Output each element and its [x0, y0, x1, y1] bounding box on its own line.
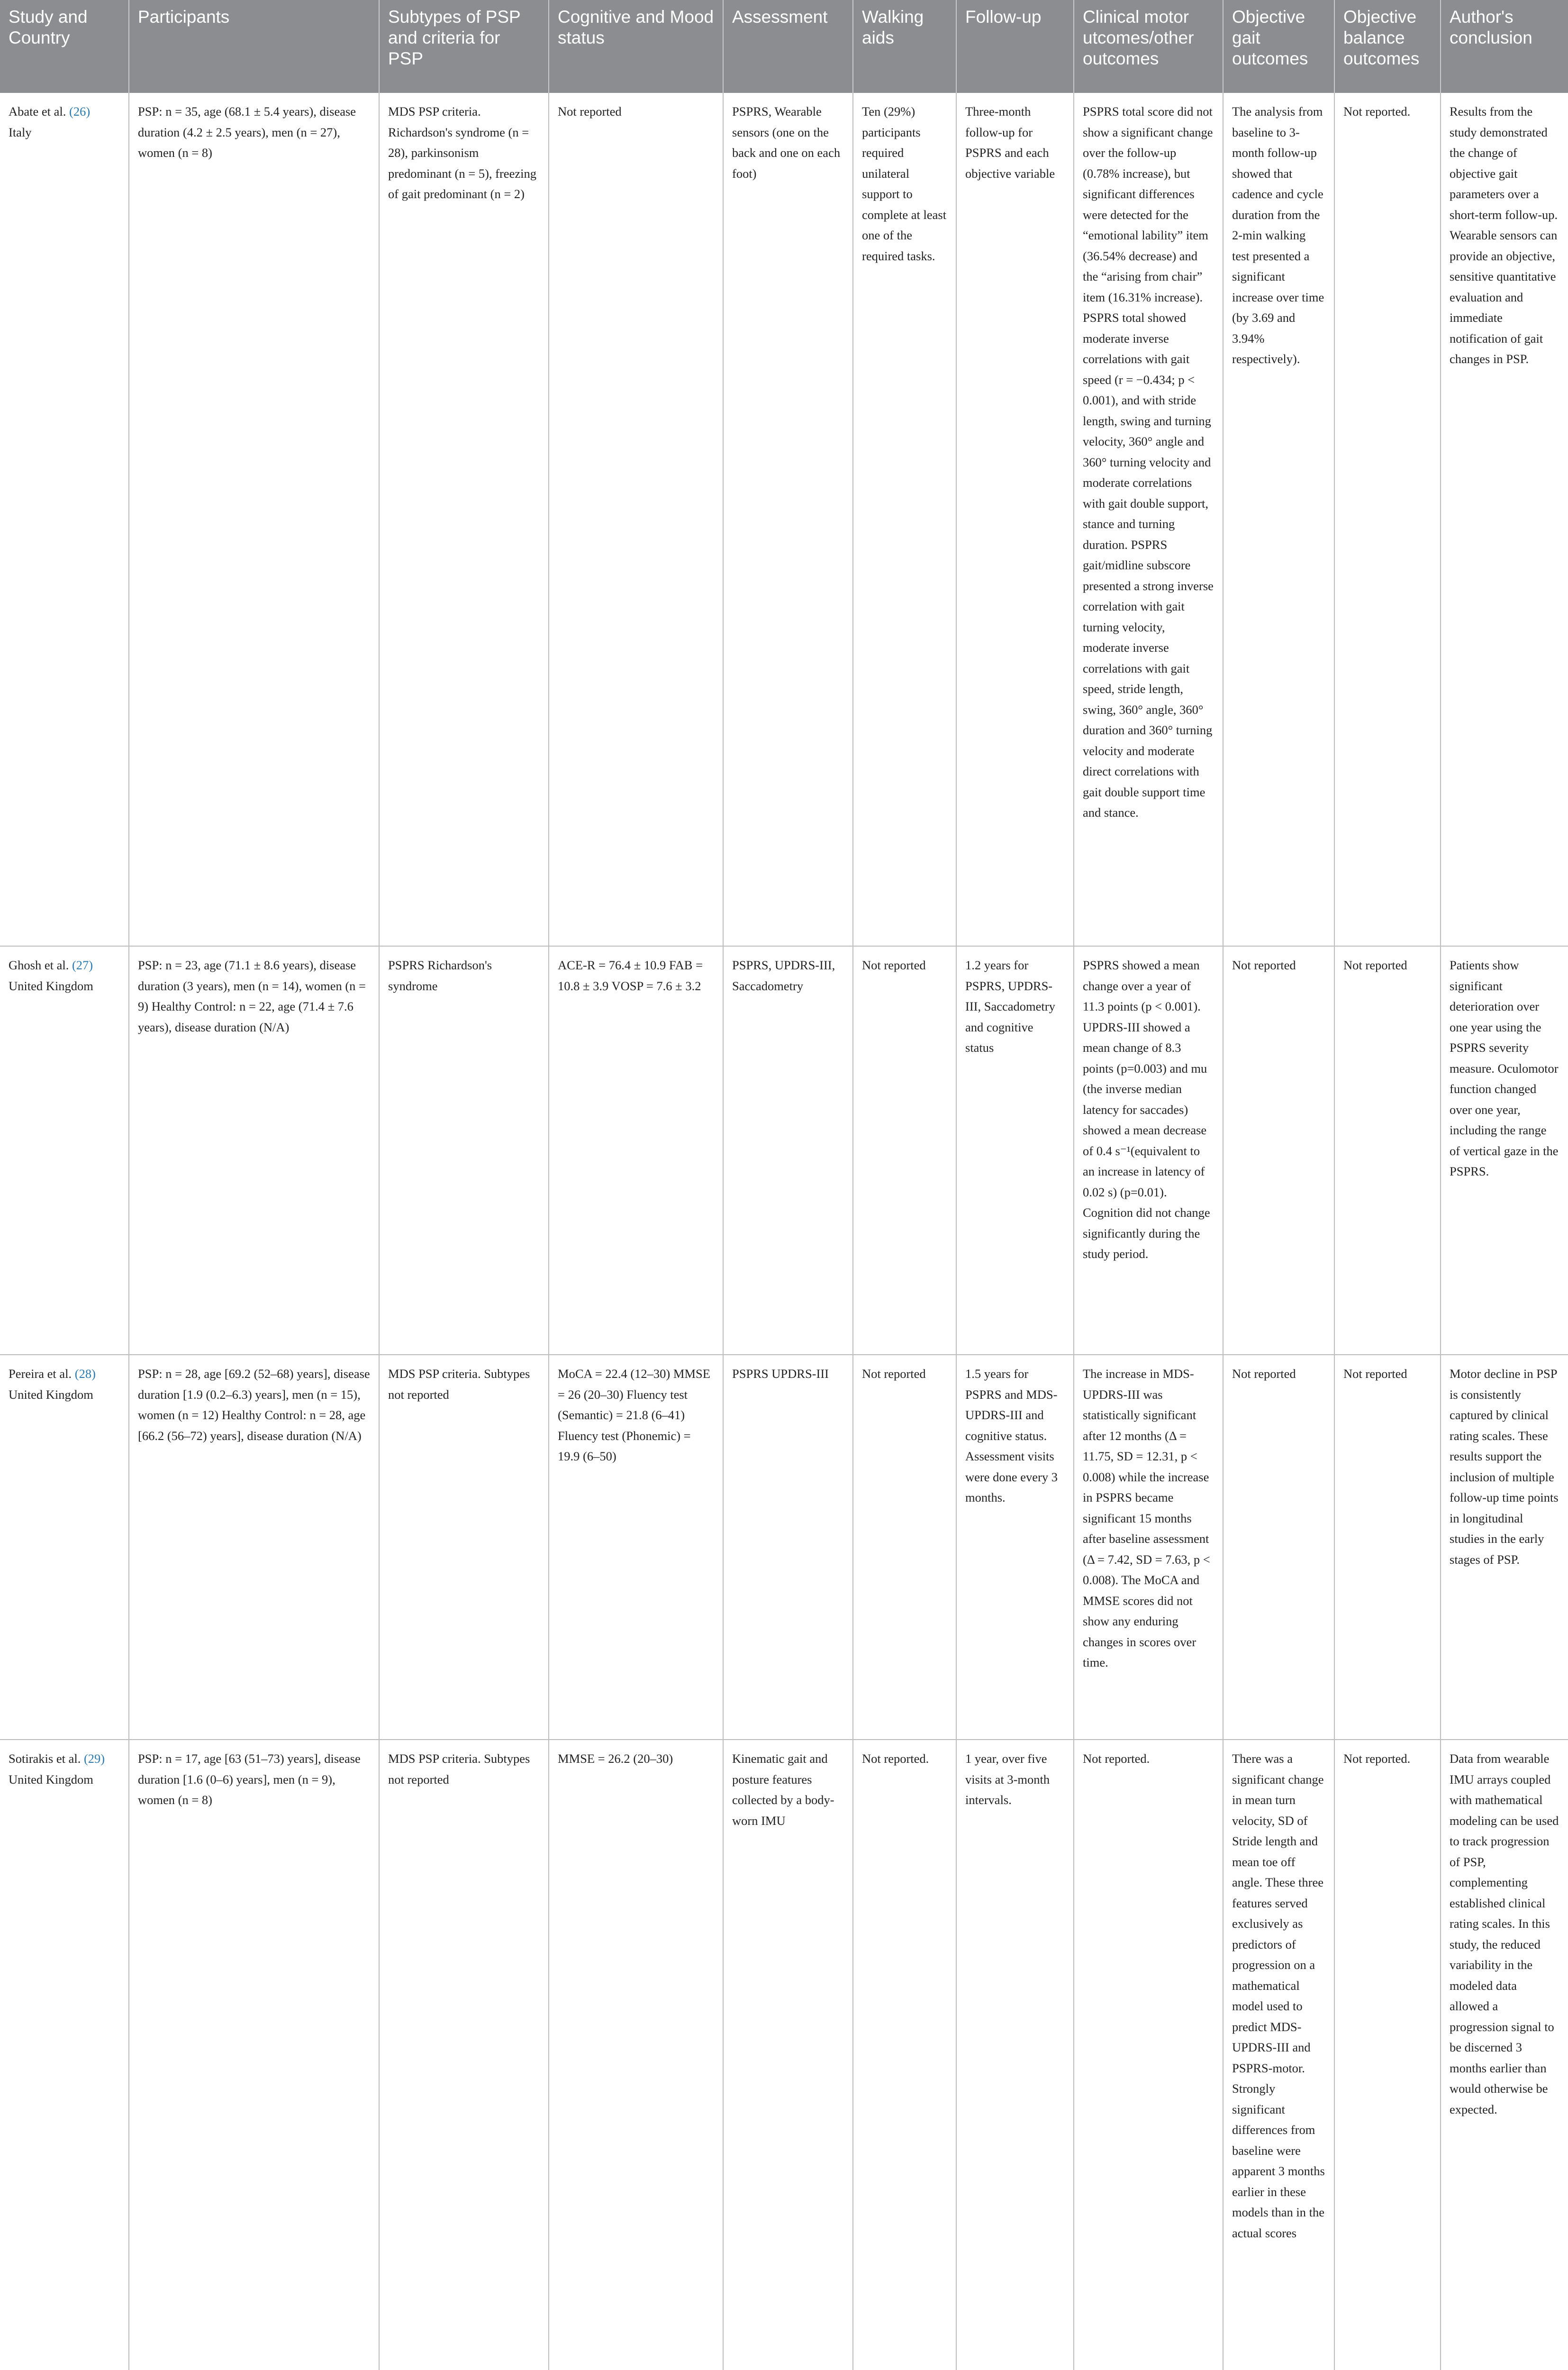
table-row — [0, 1355, 1568, 1740]
study-name: Sotirakis et al. — [9, 1751, 84, 1766]
cell-subtypes: MDS PSP criteria. Subtypes not reported — [379, 1355, 549, 1740]
table-row — [0, 1740, 1568, 2370]
reference-link[interactable]: (28) — [74, 1367, 96, 1381]
study-name: Abate et al. — [9, 104, 70, 118]
header-follow-up: Follow-up — [956, 0, 1074, 93]
reference-link[interactable]: (27) — [72, 958, 93, 972]
cell-assessment: Kinematic gait and posture features collected by a body-worn IMU — [723, 1740, 853, 2370]
header-assessment: Assessment — [723, 0, 853, 93]
cell-subtypes: MDS PSP criteria. Subtypes not reported — [379, 1740, 549, 2370]
cell-follow-up: Three-month follow-up for PSPRS and each objective variable — [956, 93, 1074, 946]
header-cognitive: Cognitive and Mood status — [549, 0, 723, 93]
cell-cognitive: ACE-R = 76.4 ± 10.9 FAB = 10.8 ± 3.9 VOSP = 7.6 ± 3.2 — [549, 946, 723, 1355]
cell-cognitive: MMSE = 26.2 (20–30) — [549, 1740, 723, 2370]
cell-balance-outcomes: Not reported. — [1334, 93, 1441, 946]
study-country: United Kingdom — [9, 1387, 93, 1402]
study-country: United Kingdom — [9, 978, 93, 993]
cell-gait-outcomes: Not reported — [1223, 1355, 1334, 1740]
cell-gait-outcomes: There was a significant change in mean turn velocity, SD of Stride length and mean toe off angle. These three features served exclusively as predictors of progression on a mathematical model used to predict MDS-UPDRS-III and PSPRS-motor. Strongly significant differences from baseline were apparent 3 months earlier in these models than in the actual scores — [1223, 1740, 1334, 2370]
cell-subtypes: PSPRS Richardson's syndrome — [379, 946, 549, 1355]
cell-assessment: PSPRS, Wearable sensors (one on the back and one on each foot) — [723, 93, 853, 946]
header-balance-outcomes: Objective balance outcomes — [1334, 0, 1441, 93]
header-subtypes: Subtypes of PSP and criteria for PSP — [379, 0, 549, 93]
study-name: Pereira et al. — [9, 1367, 75, 1381]
cell-participants: PSP: n = 23, age (71.1 ± 8.6 years), disease duration (3 years), men (n = 14), women (n = 9) Healthy Control: n = 22, age (71.4 ± 7.6 years), disease duration (N/A) — [129, 946, 379, 1355]
table-row — [0, 93, 1568, 946]
cell-walking-aids: Ten (29%) participants required unilateral support to complete at least one of the required tasks. — [853, 93, 956, 946]
table-header — [0, 0, 1568, 93]
cell-subtypes: MDS PSP criteria. Richardson's syndrome (n = 28), parkinsonism predominant (n = 5), freezing of gait predominant (n = 2) — [379, 93, 549, 946]
cell-walking-aids: Not reported — [853, 1355, 956, 1740]
cell-clinical-outcomes: The increase in MDS-UPDRS-III was statistically significant after 12 months (Δ = 11.75, SD = 12.31, p < 0.008) while the increase in PSPRS became significant 15 months after baseline assessment (Δ = 7.42, SD = 7.63, p < 0.008). The MoCA and MMSE scores did not show any enduring changes in scores over time. — [1074, 1355, 1223, 1740]
cell-assessment: PSPRS UPDRS-III — [723, 1355, 853, 1740]
cell-walking-aids: Not reported — [853, 946, 956, 1355]
cell-balance-outcomes: Not reported — [1334, 946, 1441, 1355]
cell-participants: PSP: n = 35, age (68.1 ± 5.4 years), disease duration (4.2 ± 2.5 years), men (n = 27), women (n = 8) — [129, 93, 379, 946]
cell-gait-outcomes: Not reported — [1223, 946, 1334, 1355]
cell-study — [0, 1355, 129, 1740]
cell-assessment: PSPRS, UPDRS-III, Saccadometry — [723, 946, 853, 1355]
cell-study — [0, 1740, 129, 2370]
header-row — [0, 0, 1568, 93]
cell-conclusion: Patients show significant deterioration over one year using the PSPRS severity measure. Oculomotor function changed over one year, including the range of vertical gaze in the PSPRS. — [1441, 946, 1568, 1355]
header-gait-outcomes: Objective gait outcomes — [1223, 0, 1334, 93]
study-country: Italy — [9, 125, 32, 139]
reference-link[interactable]: (26) — [69, 104, 91, 118]
cell-participants: PSP: n = 17, age [63 (51–73) years], disease duration [1.6 (0–6) years], men (n = 9), women (n = 8) — [129, 1740, 379, 2370]
header-study: Study and Country — [0, 0, 129, 93]
cell-follow-up: 1.2 years for PSPRS, UPDRS-III, Saccadometry and cognitive status — [956, 946, 1074, 1355]
study-country: United Kingdom — [9, 1772, 93, 1787]
cell-gait-outcomes: The analysis from baseline to 3-month follow-up showed that cadence and cycle duration from the 2-min walking test presented a significant increase over time (by 3.69 and 3.94% respectively). — [1223, 93, 1334, 946]
header-walking-aids: Walking aids — [853, 0, 956, 93]
cell-conclusion: Data from wearable IMU arrays coupled with mathematical modeling can be used to track progression of PSP, complementing established clinical rating scales. In this study, the reduced variability in the modeled data allowed a progression signal to be discerned 3 months earlier than would otherwise be expected. — [1441, 1740, 1568, 2370]
cell-follow-up: 1 year, over five visits at 3-month intervals. — [956, 1740, 1074, 2370]
cell-conclusion: Results from the study demonstrated the change of objective gait parameters over a short-term follow-up. Wearable sensors can provide an objective, sensitive quantitative evaluation and immediate notification of gait changes in PSP. — [1441, 93, 1568, 946]
cell-participants: PSP: n = 28, age [69.2 (52–68) years], disease duration [1.9 (0.2–6.3) years], men (n = 15), women (n = 12) Healthy Control: n = 28, age [66.2 (56–72) years], disease duration (N/A) — [129, 1355, 379, 1740]
cell-study — [0, 93, 129, 946]
header-participants: Participants — [129, 0, 379, 93]
study-name: Ghosh et al. — [9, 958, 72, 972]
cell-balance-outcomes: Not reported. — [1334, 1740, 1441, 2370]
cell-clinical-outcomes: PSPRS showed a mean change over a year of 11.3 points (p < 0.001). UPDRS-III showed a mean change of 8.3 points (p=0.003) and mu (the inverse median latency for saccades) showed a mean decrease of 0.4 s⁻¹(equivalent to an increase in latency of 0.02 s) (p=0.01). Cognition did not change significantly during the study period. — [1074, 946, 1223, 1355]
cell-conclusion: Motor decline in PSP is consistently captured by clinical rating scales. These results support the inclusion of multiple follow-up time points in longitudinal studies in the early stages of PSP. — [1441, 1355, 1568, 1740]
cell-clinical-outcomes: PSPRS total score did not show a significant change over the follow-up (0.78% increase), but significant differences were detected for the “emotional lability” item (36.54% decrease) and the “arising from chair” item (16.31% increase). PSPRS total showed moderate inverse correlations with gait speed (r = −0.434; p < 0.001), and with stride length, swing and turning velocity, 360° angle and 360° turning velocity and moderate correlations with gait double support, stance and turning duration. PSPRS gait/midline subscore presented a strong inverse correlation with gait turning velocity, moderate inverse correlations with gait speed, stride length, swing, 360° angle, 360° duration and 360° turning velocity and moderate direct correlations with gait double support time and stance. — [1074, 93, 1223, 946]
cell-cognitive: Not reported — [549, 93, 723, 946]
cell-balance-outcomes: Not reported — [1334, 1355, 1441, 1740]
cell-walking-aids: Not reported. — [853, 1740, 956, 2370]
header-clinical-outcomes: Clinical motor utcomes/other outcomes — [1074, 0, 1223, 93]
cell-study — [0, 946, 129, 1355]
table-row — [0, 946, 1568, 1355]
header-conclusion: Author's conclusion — [1441, 0, 1568, 93]
cell-cognitive: MoCA = 22.4 (12–30) MMSE = 26 (20–30) Fluency test (Semantic) = 21.8 (6–41) Fluency test (Phonemic) = 19.9 (6–50) — [549, 1355, 723, 1740]
reference-link[interactable]: (29) — [83, 1751, 105, 1766]
cell-clinical-outcomes: Not reported. — [1074, 1740, 1223, 2370]
cell-follow-up: 1.5 years for PSPRS and MDS-UPDRS-III and cognitive status. Assessment visits were done every 3 months. — [956, 1355, 1074, 1740]
